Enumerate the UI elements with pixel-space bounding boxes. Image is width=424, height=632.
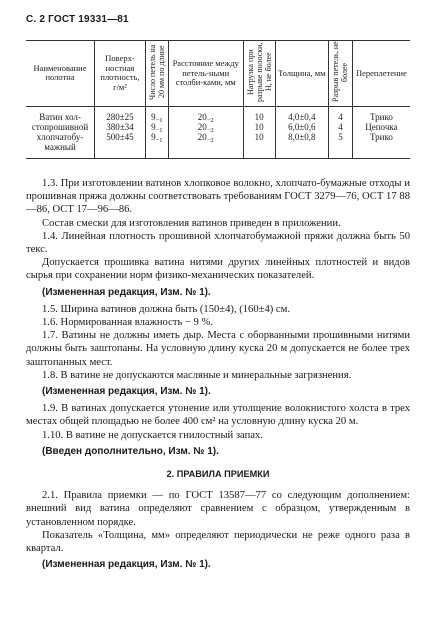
- amendment-note: (Измененная редакция, Изм. № 1).: [42, 386, 211, 398]
- cell-density: 280±25 380±34 500±45: [95, 106, 146, 158]
- paragraph-1-3: 1.3. При изготовлении ватинов хлопковое волокно, хлопчато-бумажные отходы и прошивная пряжа должны соответствовать требованиям ГОСТ 3279—76, ОСТ 17 88—86, ОСТ 17—96—86.: [26, 178, 410, 216]
- paragraph-1-10: 1.10. В ватине не допускается гнилостный запах.: [42, 429, 263, 441]
- cell-loops: $9_{-1}$ $9_{-1}$ $9_{-1}$: [145, 106, 168, 158]
- col-header-name: Наименование полотна: [26, 41, 95, 107]
- col-header-weave: Переплетение: [352, 41, 410, 107]
- paragraph-allowed: Допускается прошивка ватина нитями других линейных плотностей и видов сырья при сохранении норм физико-механических показателей.: [26, 257, 410, 282]
- paragraph-1-7: 1.7. Ватины не должны иметь дыр. Места с оборванными прошивными нитями должны быть заштопаны. На условную длину куска 20 м допускается не более трех заштопанных мест.: [26, 330, 410, 368]
- cell-thickness: 4,0±0,4 6,0±0,6 8,0±0,8: [275, 106, 328, 158]
- page-header: С. 2 ГОСТ 19331—81: [26, 14, 129, 25]
- paragraph-1-4: 1.4. Линейная плотность прошивной хлопчатобумажной пряжи должна быть 50 текс.: [26, 230, 410, 256]
- paragraph-mix: Состав смески для изготовления ватинов приведен в приложении.: [42, 217, 341, 229]
- col-header-density: Поверх-ностная плотность, г/м²: [95, 41, 146, 107]
- cell-tensile: 10 10 10: [243, 106, 275, 158]
- paragraph-1-6: 1.6. Нормированная влажность − 9 %.: [42, 317, 213, 329]
- amendment-note: (Введен дополнительно, Изм. № 1).: [42, 445, 219, 457]
- cell-name: Ватин хол- стопрошивной хлопчатобу- мажный: [26, 106, 95, 158]
- cell-ridges: 4 4 5: [329, 106, 353, 158]
- col-header-ridges: Разрыв петель, не более: [331, 41, 350, 103]
- amendment-note: (Измененная редакция, Изм. № 1).: [42, 559, 211, 571]
- col-header-thickness: Толщина, мм: [275, 41, 328, 107]
- section-title: 2. ПРАВИЛА ПРИЕМКИ: [166, 469, 270, 480]
- col-header-spacing: Расстояние между петель-ными столби-ками, мм: [168, 41, 243, 107]
- paragraph-2-1: 2.1. Правила приемки — по ГОСТ 13587—77 со следующим дополнением: внешний вид ватина определяют сравнением с образцом, утвержденным в установленном порядке.: [26, 490, 410, 528]
- paragraph-1-5: 1.5. Ширина ватинов должна быть (150±4), (160±4) см.: [42, 303, 290, 315]
- amendment-note: (Измененная редакция, Изм. № 1).: [42, 286, 211, 298]
- paragraph-1-9: 1.9. В ватинах допускается утонение или утолщение волокнистого холста в трех местах общей площадью не более 400 см² на условную длину куска 20 м.: [26, 403, 410, 428]
- table-row: [26, 106, 410, 158]
- col-header-tensile: Нагрузка при разрыве полоски, Н, не более: [245, 42, 273, 102]
- col-header-loops: Число петель на 20 мм по длине: [147, 44, 166, 100]
- specification-table: [26, 40, 410, 159]
- document-body: [26, 177, 410, 575]
- paragraph-1-8: 1.8. В ватине не допускаются масляные и минеральные загрязнения.: [42, 369, 352, 381]
- paragraph-thickness: Показатель «Толщина, мм» определяют периодически не реже одного раза в квартал.: [26, 529, 410, 555]
- cell-spacing: $20_{-2}$ $20_{-2}$ $20_{-2}$: [168, 106, 243, 158]
- cell-weave: Трико Цепочка Трико: [352, 106, 410, 158]
- table-header-row: [26, 41, 410, 107]
